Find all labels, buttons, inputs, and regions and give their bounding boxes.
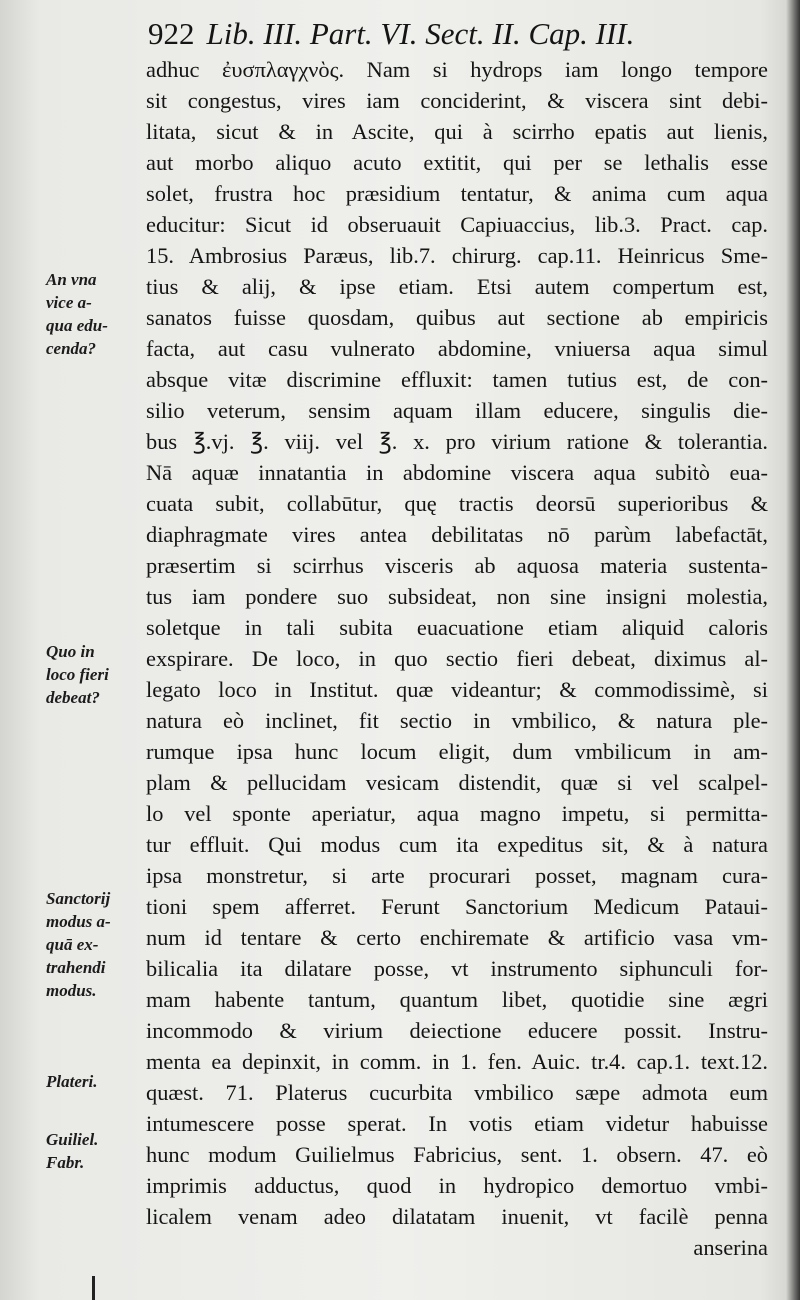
text-line: tioni spem afferret. Ferunt Sanctorium Medicum Pataui-	[146, 894, 768, 919]
running-title: Lib. III. Part. VI. Sect. II. Cap. III.	[206, 16, 635, 51]
marginal-note-sanctorij	[46, 887, 144, 1002]
text-line: mam habente tantum, quantum libet, quotidie sine ægri	[146, 987, 768, 1012]
text-line: incommodo & virium deiectione educere possit. Instru-	[146, 1018, 768, 1043]
text-line: absque vitæ discrimine effluxit: tamen tutius est, de con-	[146, 367, 768, 392]
marginal-note-line: Sanctorij	[46, 889, 111, 908]
body-text	[146, 54, 768, 1263]
page-number: 922	[148, 16, 195, 51]
marginal-note-line: modus a-	[46, 912, 111, 931]
text-line: imprimis adductus, quod in hydropico demortuo vmbi-	[146, 1173, 768, 1198]
text-line: sanatos fuisse quosdam, quibus aut sectione ab empiricis	[146, 305, 768, 330]
marginal-note-line: modus.	[46, 981, 97, 1000]
marginal-note-line: vice a-	[46, 293, 92, 312]
text-line: litata, sicut & in Ascite, qui à scirrho epatis aut lienis,	[146, 119, 768, 144]
text-line: menta ea depinxit, in comm. in 1. fen. Auic. tr.4. cap.1. text.12.	[146, 1049, 768, 1074]
text-line: præsertim si scirrhus visceris ab aquosa materia sustenta-	[146, 553, 768, 578]
page-header	[148, 14, 778, 54]
text-line: tus iam pondere suo subsideat, non sine insigni molestia,	[146, 584, 768, 609]
text-line: solet, frustra hoc præsidium tentatur, & anima cum aqua	[146, 181, 768, 206]
marginal-note-una-vice	[46, 268, 144, 360]
text-line: tur effluit. Qui modus cum ita expeditus sit, & à natura	[146, 832, 768, 857]
text-line: quæst. 71. Platerus cucurbita vmbilico sæpe admota eum	[146, 1080, 768, 1105]
marginal-note-line: Quo in	[46, 642, 95, 661]
text-line: bilicalia ita dilatare posse, vt instrumento siphunculi for-	[146, 956, 768, 981]
marginal-note-line: Guiliel.	[46, 1130, 99, 1149]
text-line: cuata subit, collabūtur, quę tractis deorsū superioribus &	[146, 491, 768, 516]
text-line: num id tentare & certo enchiremate & artificio vasa vm-	[146, 925, 768, 950]
text-line: aut morbo aliquo acuto extitit, qui per se lethalis esse	[146, 150, 768, 175]
text-line: sit congestus, vires iam conciderint, & viscera sint debi-	[146, 88, 768, 113]
text-line: tius & alij, & ipse etiam. Etsi autem compertum est,	[146, 274, 768, 299]
marginal-note-line: debeat?	[46, 688, 100, 707]
marginal-note-line: qua edu-	[46, 316, 108, 335]
text-line: rumque ipsa hunc locum eligit, dum vmbilicum in am-	[146, 739, 768, 764]
text-line: hunc modum Guilielmus Fabricius, sent. 1. obsern. 47. eò	[146, 1142, 768, 1167]
ink-mark	[92, 1276, 95, 1300]
text-line: plam & pellucidam vesicam distendit, quæ si vel scalpel-	[146, 770, 768, 795]
text-line: Nā aquæ innatantia in abdomine viscera aqua subitò eua-	[146, 460, 768, 485]
marginal-note-plateri	[46, 1070, 144, 1093]
text-line: silio veterum, sensim aquam illam educere, singulis die-	[146, 398, 768, 423]
text-line: adhuc ἐυσπλαγχνὸς. Nam si hydrops iam longo tempore	[146, 57, 768, 82]
text-line: educitur: Sicut id obseruauit Capiuaccius, lib.3. Pract. cap.	[146, 212, 768, 237]
text-line: legato loco in Institut. quæ videantur; & commodissimè, si	[146, 677, 768, 702]
marginal-note-quo-loco	[46, 640, 144, 709]
text-line: lo vel sponte aperiatur, aqua magno impetu, si permitta-	[146, 801, 768, 826]
marginal-note-line: loco fieri	[46, 665, 109, 684]
text-line: facta, aut casu vulnerato abdomine, vniuersa aqua simul	[146, 336, 768, 361]
text-line: ipsa monstretur, si arte procurari posset, magnam cura-	[146, 863, 768, 888]
text-line: soletque in tali subita euacuatione etiam aliquid caloris	[146, 615, 768, 640]
marginal-note-guiliel-fabr	[46, 1128, 144, 1174]
marginal-note-line: trahendi	[46, 958, 106, 977]
marginal-note-line: cenda?	[46, 339, 97, 358]
marginal-note-line: Fabr.	[46, 1153, 85, 1172]
page-edge-shadow	[786, 0, 800, 1300]
marginal-note-line: quā ex-	[46, 935, 99, 954]
text-line: exspirare. De loco, in quo sectio fieri debeat, diximus al-	[146, 646, 768, 671]
text-line: anserina	[693, 1235, 768, 1260]
text-line: 15. Ambrosius Paræus, lib.7. chirurg. cap.11. Heinricus Sme-	[146, 243, 768, 268]
text-line: licalem venam adeo dilatatam inuenit, vt facilè penna	[146, 1204, 768, 1229]
text-line: natura eò inclinet, fit sectio in vmbilico, & natura ple-	[146, 708, 768, 733]
text-line: intumescere posse sperat. In votis etiam videtur habuisse	[146, 1111, 768, 1136]
marginal-note-line: An vna	[46, 270, 97, 289]
marginal-note-line: Plateri.	[46, 1072, 98, 1091]
text-line: bus ℥.vj. ℥. viij. vel ℥. x. pro virium ratione & tolerantia.	[146, 429, 768, 454]
text-line: diaphragmate vires antea debilitatas nō parùm labefactāt,	[146, 522, 768, 547]
